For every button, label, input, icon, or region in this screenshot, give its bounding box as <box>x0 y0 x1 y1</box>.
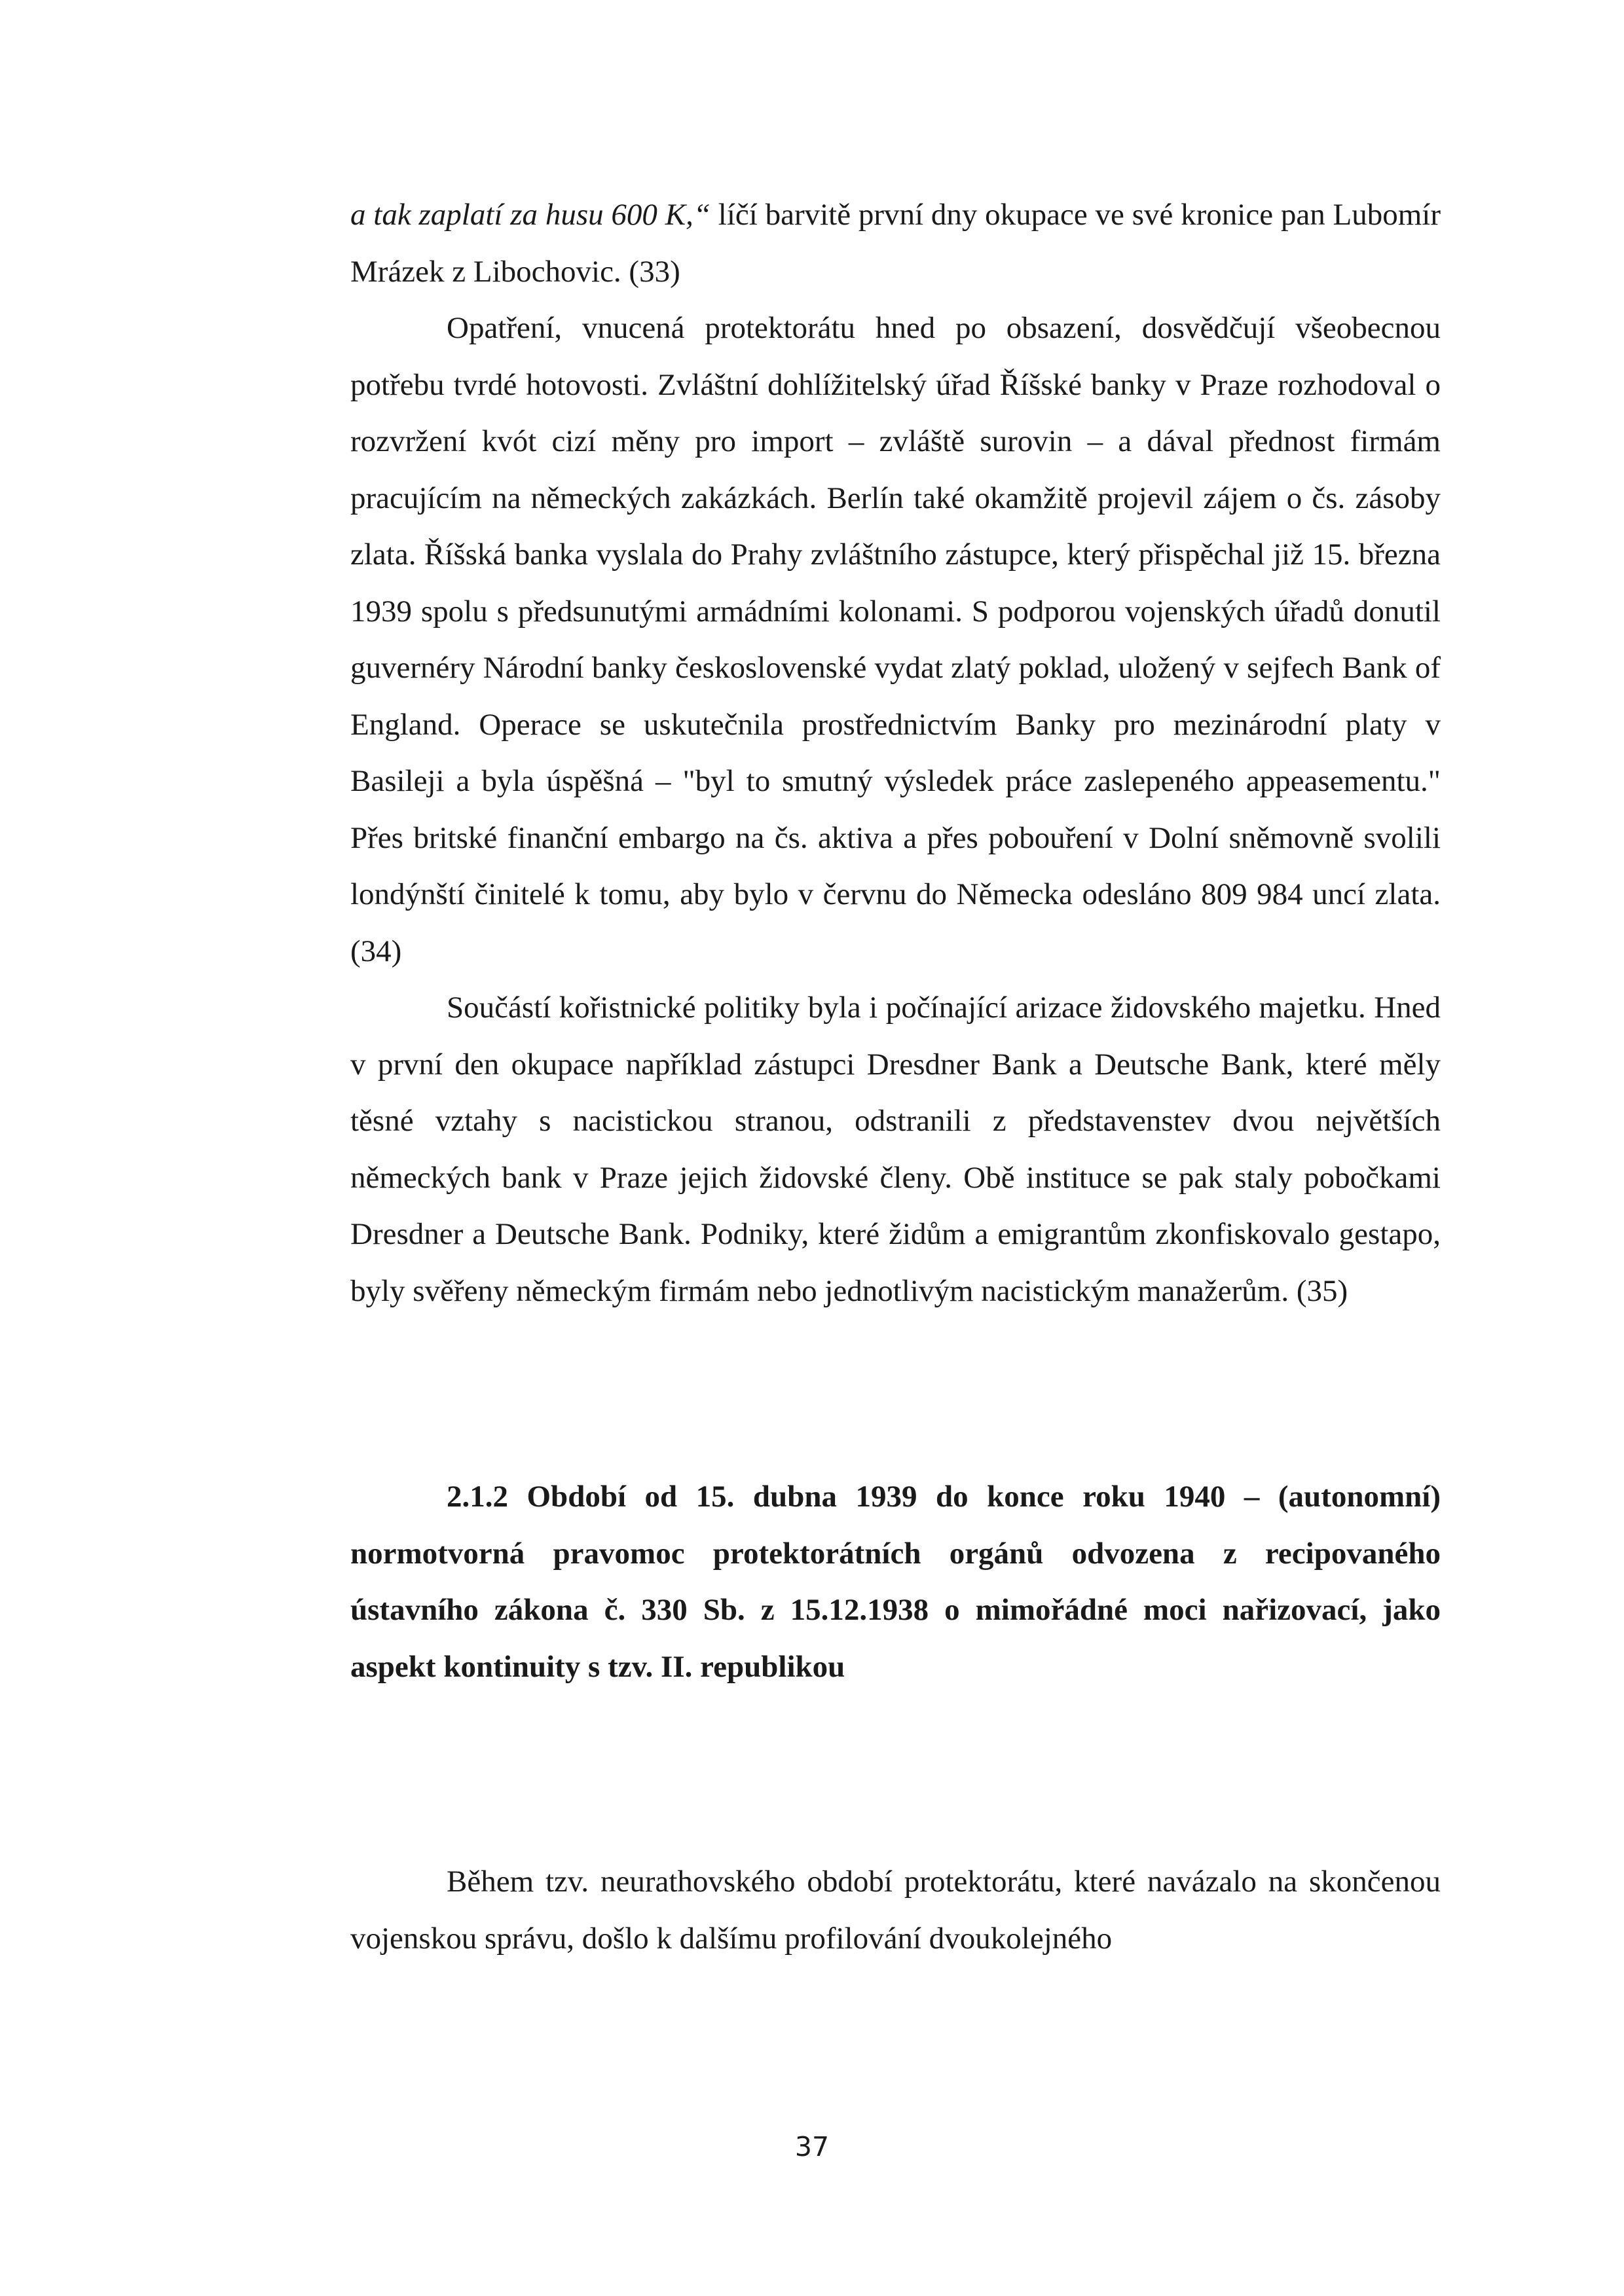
page-number: 37 <box>794 2131 830 2162</box>
paragraph-3: Součástí kořistnické politiky byla i počínající arizace židovského majetku. Hned v první den okupace například zástupci Dresdner Bank a Deutsche Bank, které měly těsné vztahy s nacistickou stranou, odstranili z představenstev dvou největších německých bank v Praze jejich židovské členy. Obě instituce se pak staly pobočkami Dresdner a Deutsche Bank. Podniky, které židům a emigrantům zkonfiskovalo gestapo, byly svěřeny německým firmám nebo jednotlivým nacistickým manažerům. (35) <box>350 991 1441 1308</box>
paragraph-1 <box>350 187 1441 300</box>
section-heading: 2.1.2 Období od 15. dubna 1939 do konce roku 1940 – (autonomní) normotvorná pravomoc protektorátních orgánů odvozena z recipovaného ústavního zákona č. 330 Sb. z 15.12.1938 o mimořádné moci nařizovací, jako aspekt kontinuity s tzv. II. republikou <box>350 1480 1441 1684</box>
page-body <box>350 187 1441 1967</box>
paragraph-1-text: líčí barvitě první dny okupace ve své kronice pan Lubomír Mrázek z Libochovic. (33) <box>350 198 1441 289</box>
paragraph-4: Během tzv. neurathovského období protektorátu, které navázalo na skončenou vojenskou správu, došlo k dalšímu profilování dvoukolejného <box>350 1865 1441 1956</box>
italic-quote: a tak zaplatí za husu 600 K,“ <box>350 198 710 232</box>
paragraph-2: Opatření, vnucená protektorátu hned po obsazení, dosvědčují všeobecnou potřebu tvrdé hotovosti. Zvláštní dohlížitelský úřad Říšské banky v Praze rozhodoval o rozvržení kvót cizí měny pro import – zvláště surovin – a dával přednost firmám pracujícím na německých zakázkách. Berlín také okamžitě projevil zájem o čs. zásoby zlata. Říšská banka vyslala do Prahy zvláštního zástupce, který přispěchal již 15. března 1939 spolu s předsunutými armádními kolonami. S podporou vojenských úřadů donutil guvernéry Národní banky československé vydat zlatý poklad, uložený v sejfech Bank of England. Operace se uskutečnila prostřednictvím Banky pro mezinárodní platy v Basileji a byla úspěšná – "byl to smutný výsledek práce zaslepeného appeasementu." Přes britské finanční embargo na čs. aktiva a přes pobouření v Dolní sněmovně svolili londýnští činitelé k tomu, aby bylo v červnu do Německa odesláno 809 984 uncí zlata. (34) <box>350 311 1441 968</box>
